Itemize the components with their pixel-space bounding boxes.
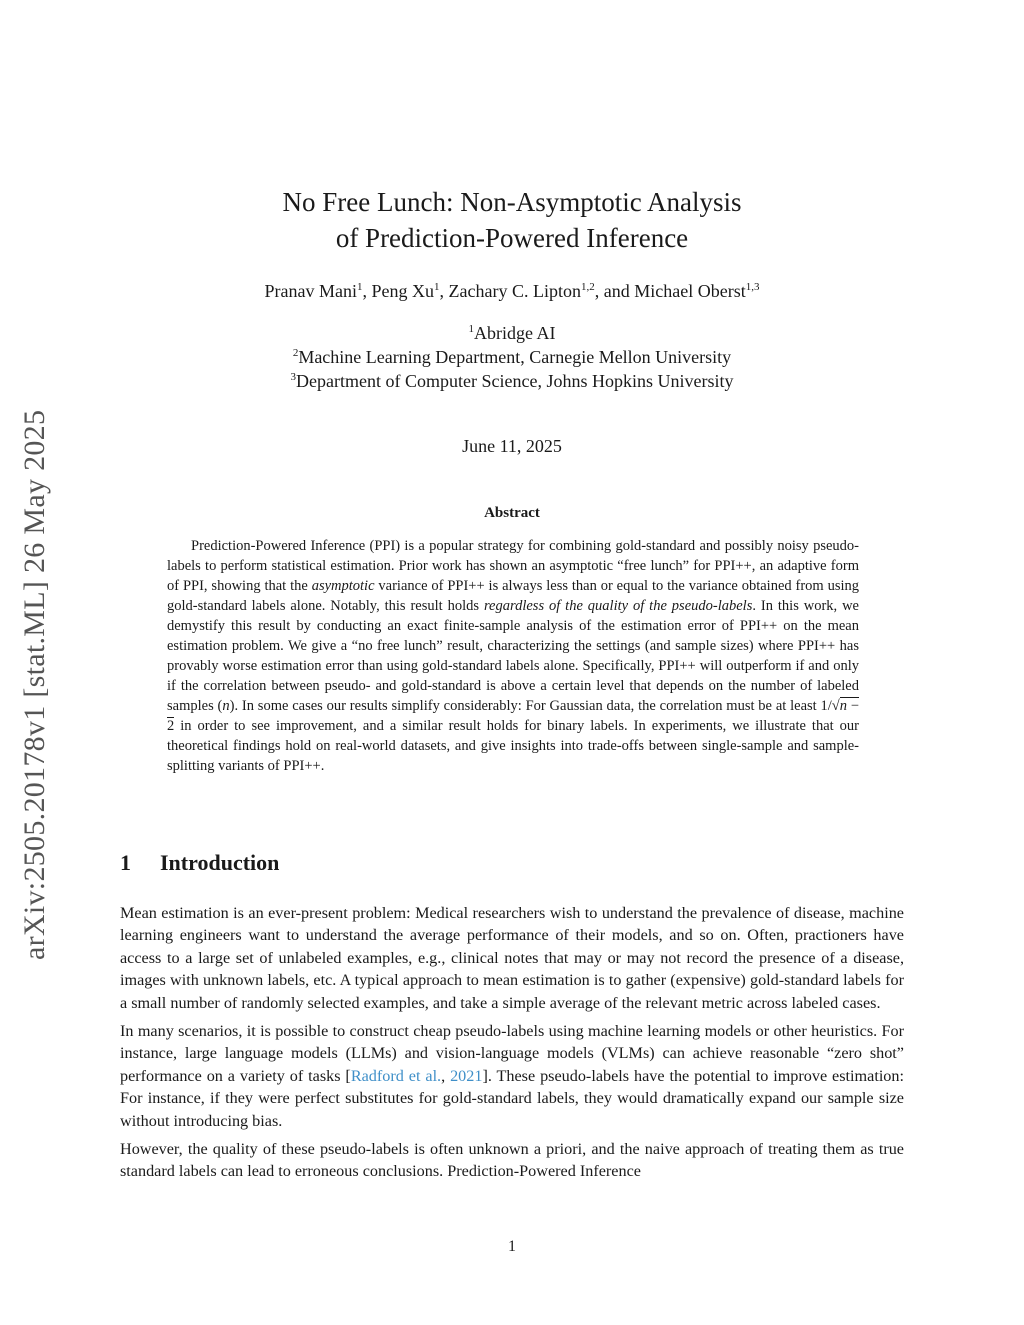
- italic-text: regardless of the quality of the pseudo-labels: [483, 598, 753, 614]
- author-affiliation-marker: 1,3: [745, 281, 760, 293]
- citation-link[interactable]: Radford et al.: [350, 1066, 442, 1085]
- author-affiliation-marker: 1: [357, 281, 363, 293]
- affiliation: [120, 345, 904, 369]
- section-number: 1: [120, 850, 131, 875]
- text-run: ]. These pseudo-labels have the potential to improve estimation: For instance, if they were perfect substitutes for gold-standard labels, they would dramatically expand our sample size without introducing bias.: [120, 1066, 904, 1130]
- affiliation-list: [120, 321, 904, 393]
- text-run: in order to see improvement, and a similar result holds for binary labels. In experiments, we illustrate that our theoretical findings hold on real-world datasets, and give insights into trade-offs between single-sample and sample-splitting variants of PPI++.: [167, 718, 859, 774]
- section-title: Introduction: [160, 850, 280, 875]
- text-run: ). In some cases our results simplify considerably: For Gaussian data, the correlation must be at least 1/√: [229, 698, 840, 714]
- author: Pranav Mani$^1$,: [264, 281, 372, 301]
- text-run: Prediction-Powered Inference (PPI) is a popular strategy for combining gold-standard and possibly noisy pseudo-labels to perform statistical estimation. Prior work has shown an asymptotic “free lunch” for PPI++, an adaptive form of PPI, showing that the: [167, 538, 859, 594]
- text-run: variance of PPI++ is always less than or equal to the variance obtained from using gold-standard labels alone. Notably, this result holds: [167, 578, 860, 614]
- title-line-2: of Prediction-Powered Inference: [335, 223, 689, 253]
- text-run: . In this work, we demystify this result by conducting an exact finite-sample analysis of the estimation error of PPI++ on the mean estimation problem. We give a “no free lunch” result, characterizing the settings (and sample sizes) where PPI++ has provably worse estimation error than using gold-standard labels alone. Specifically, PPI++ will outperform if and only if the correlation between pseudo- and gold-standard is above a certain level that depends on the number of labeled samples (: [167, 598, 859, 714]
- author-affiliation-marker: 1,2: [580, 281, 595, 293]
- abstract-body: [167, 536, 859, 776]
- affiliation: [120, 321, 904, 345]
- page-number: 1: [508, 1238, 516, 1255]
- author: [634, 281, 759, 301]
- body-paragraph: [120, 902, 904, 1014]
- title-line-1: No Free Lunch: Non-Asymptotic Analysis: [282, 187, 742, 217]
- affiliation-marker: 2: [292, 347, 299, 359]
- text-run: ,: [441, 1066, 451, 1085]
- author-name: Peng Xu: [371, 281, 435, 301]
- abstract-paragraph: [167, 536, 859, 776]
- arxiv-identifier: arXiv:2505.20178v1 [stat.ML] 26 May 2025: [18, 409, 51, 960]
- text-run: Mean estimation is an ever-present problem: Medical researchers wish to understand the prevalence of disease, machine learning engineers want to understand the average performance of their models, and so on. Often, practioners have access to a large set of unlabeled examples, e.g., clinical notes that may or may not record the presence of a disease, images with unknown labels, etc. A typical approach to mean estimation is to gather (expensive) gold-standard labels for a small number of randomly selected examples, and take a simple average of the relevant metric across labeled cases.: [120, 904, 904, 1012]
- author: Peng Xu$^1$,: [371, 281, 449, 301]
- affiliation-name: Abridge AI: [474, 323, 556, 343]
- body-paragraph: [120, 1138, 904, 1183]
- affiliation-marker: 1: [468, 323, 474, 335]
- text-run: In many scenarios, it is possible to construct cheap pseudo-labels using machine learning models or other heuristics. For instance, large language models (LLMs) and vision-language models (VLMs) can achieve reasonable “zero shot” performance on a variety of tasks [: [120, 1022, 904, 1085]
- text-run: − 2: [167, 698, 860, 734]
- body-paragraph: [120, 1020, 904, 1132]
- introduction-body: [120, 902, 904, 1189]
- italic-text: n: [222, 698, 230, 714]
- italic-text: n: [839, 698, 847, 714]
- author-name: Michael Oberst: [634, 281, 746, 301]
- text-run: However, the quality of these pseudo-labels is often unknown a priori, and the naive approach of treating them as true standard labels can lead to erroneous conclusions. Prediction-Powered Inference: [120, 1140, 904, 1181]
- affiliation-marker: 3: [290, 371, 297, 383]
- affiliation-name: Department of Computer Science, Johns Hopkins University: [296, 371, 734, 391]
- author-name: Zachary C. Lipton: [448, 281, 581, 301]
- author-list: [120, 281, 904, 302]
- section-heading: [120, 850, 279, 876]
- author-affiliation-marker: 1: [434, 281, 440, 293]
- paper-date: June 11, 2025: [462, 436, 562, 456]
- paper-title: [120, 184, 904, 256]
- affiliation-name: Machine Learning Department, Carnegie Mellon University: [298, 347, 732, 367]
- author: Zachary C. Lipton$^{1,2}$, and: [448, 281, 635, 301]
- author-name: Pranav Mani: [264, 281, 358, 301]
- abstract-heading: Abstract: [484, 505, 540, 521]
- italic-text: asymptotic: [311, 578, 375, 594]
- citation-link[interactable]: 2021: [450, 1066, 483, 1085]
- affiliation: [120, 369, 904, 393]
